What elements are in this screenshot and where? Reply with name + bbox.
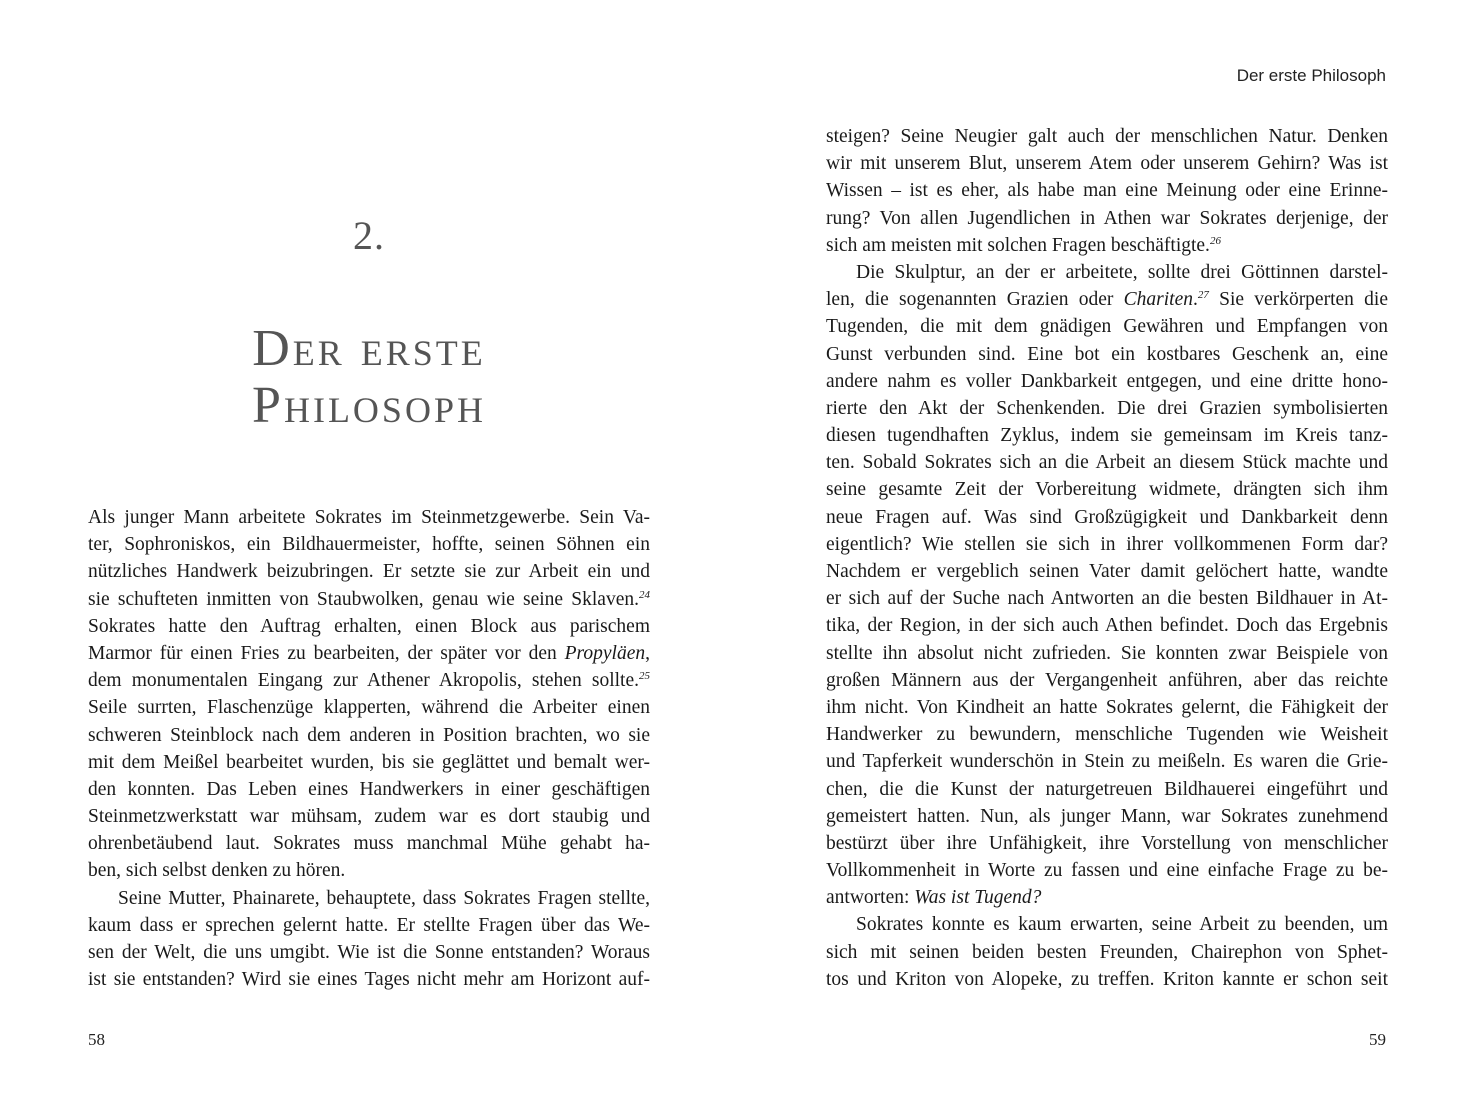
text-line xyxy=(826,748,1388,775)
text-segment: Seine Mutter, Phainarete, behauptete, dass Sokrates Fragen stellte, xyxy=(118,887,650,909)
text-line xyxy=(88,776,650,803)
text-segment: kaum dass er sprechen gelernt hatte. Er stellte Fragen über das We- xyxy=(88,914,650,936)
text-line xyxy=(826,966,1388,993)
text-segment: und Tapferkeit wunderschön in Stein zu meißeln. Es waren die Grie- xyxy=(826,751,1388,773)
text-segment: Tugenden, die mit dem gnädigen Gewähren und Empfangen von xyxy=(826,316,1388,338)
text-line xyxy=(88,531,650,558)
text-segment: Sokrates hatte den Auftrag erhalten, einen Block aus parischem xyxy=(88,615,650,637)
right-page xyxy=(738,0,1476,1104)
text-segment: wir mit unserem Blut, unserem Atem oder unserem Gehirn? Was ist xyxy=(826,153,1388,175)
text-segment: chen, die die Kunst der naturgetreuen Bildhauerei eingeführt und xyxy=(826,778,1388,800)
text-segment: Steinmetzwerkstatt war mühsam, zudem war es dort staubig und xyxy=(88,806,650,828)
chapter-title-line-1: Der erste xyxy=(252,320,486,377)
text-line xyxy=(826,531,1388,558)
text-line xyxy=(826,803,1388,830)
text-line xyxy=(826,721,1388,748)
text-line xyxy=(826,612,1388,639)
text-line xyxy=(88,504,650,531)
text-segment: andere nahm es voller Dankbarkeit entgegen, und eine dritte hono- xyxy=(826,370,1388,392)
text-line xyxy=(88,749,650,776)
text-segment: bestürzt über ihre Unfähigkeit, ihre Vorstellung von menschlicher xyxy=(826,832,1388,854)
text-segment: Die Skulptur, an der er arbeitete, sollte drei Göttinnen darstel- xyxy=(856,261,1388,283)
text-segment: tika, der Region, in der sich auch Athen befindet. Doch das Ergebnis xyxy=(826,615,1388,637)
text-line xyxy=(88,830,650,857)
text-segment: . xyxy=(1192,289,1198,311)
text-segment: seine gesamte Zeit der Vorbereitung widmete, drängten sich ihm xyxy=(826,479,1388,501)
text-line xyxy=(826,884,1388,911)
text-line xyxy=(826,286,1388,313)
text-segment: mit dem Meißel bearbeitet wurden, bis sie geglättet und bemalt wer- xyxy=(88,751,650,773)
text-segment: sen der Welt, die uns umgibt. Wie ist die Sonne entstanden? Woraus xyxy=(88,942,650,963)
text-line xyxy=(826,449,1388,476)
footnote-marker: 25 xyxy=(639,670,650,683)
text-line xyxy=(826,939,1388,966)
text-segment: , xyxy=(645,642,650,664)
text-segment: antworten: xyxy=(826,887,915,909)
text-line xyxy=(826,150,1388,177)
text-line xyxy=(826,504,1388,531)
text-line xyxy=(826,368,1388,395)
text-segment: gemeistert hatten. Nun, als junger Mann, war Sokrates zunehmend xyxy=(826,805,1388,827)
text-segment: ohrenbetäubend laut. Sokrates muss manchmal Mühe gehabt ha- xyxy=(88,833,650,855)
text-segment: Wissen – ist es eher, als habe man eine Meinung oder eine Erinne- xyxy=(826,180,1388,202)
text-segment: sich mit seinen beiden besten Freunden, Chairephon von Sphet- xyxy=(826,941,1388,963)
text-segment: ist sie entstanden? Wird sie eines Tages nicht mehr am Horizont auf- xyxy=(88,969,650,991)
text-line xyxy=(826,259,1388,286)
text-segment: schweren Steinblock nach dem anderen in Position brachten, wo sie xyxy=(88,724,650,746)
text-line xyxy=(88,586,650,613)
text-line xyxy=(826,476,1388,503)
text-segment: großen Männern aus der Vergangenheit anführen, aber das reichte xyxy=(826,669,1388,691)
text-line xyxy=(826,177,1388,204)
text-line xyxy=(826,585,1388,612)
text-line xyxy=(826,205,1388,232)
text-line xyxy=(88,857,650,884)
chapter-number: 2. xyxy=(353,213,385,258)
text-line xyxy=(826,694,1388,721)
text-segment: ten. Sobald Sokrates sich an die Arbeit an diesem Stück machte und xyxy=(826,452,1388,474)
text-line xyxy=(88,694,650,721)
text-line xyxy=(826,558,1388,585)
text-segment: tos und Kriton von Alopeke, zu treffen. Kriton kannte er schon seit xyxy=(826,968,1388,990)
text-segment: Seile surrten, Flaschenzüge klapperten, während die Arbeiter einen xyxy=(88,697,650,719)
text-segment: ihm nicht. Von Kindheit an hatte Sokrates gelernt, die Fähigkeit der xyxy=(826,696,1388,718)
text-segment: sich am meisten mit solchen Fragen beschäftigte. xyxy=(826,234,1210,256)
text-segment: Handwerker zu bewundern, menschliche Tugenden wie Weisheit xyxy=(826,724,1388,746)
text-segment: rierte den Akt der Schenkenden. Die drei Grazien symbolisierten xyxy=(826,397,1388,419)
italic-text: Was ist Tugend? xyxy=(914,887,1042,909)
text-segment: Als junger Mann arbeitete Sokrates im Steinmetzgewerbe. Sein Va- xyxy=(88,507,650,528)
text-line xyxy=(88,558,650,585)
text-line xyxy=(88,667,650,694)
text-segment: sie schufteten inmitten von Staubwolken, genau wie seine Sklaven. xyxy=(88,588,639,610)
text-line xyxy=(826,857,1388,884)
text-line xyxy=(826,123,1388,150)
text-line xyxy=(826,667,1388,694)
text-segment: ben, sich selbst denken zu hören. xyxy=(88,860,346,882)
text-segment: er sich auf der Suche nach Antworten an die besten Bildhauer in At- xyxy=(826,588,1388,610)
text-line xyxy=(88,912,650,939)
chapter-title-line-2: Philosoph xyxy=(252,377,486,434)
body-text xyxy=(88,504,650,993)
text-line xyxy=(88,885,650,912)
body-text xyxy=(826,123,1388,993)
text-line xyxy=(88,722,650,749)
text-line xyxy=(826,911,1388,938)
text-segment: neue Fragen auf. Was sind Großzügigkeit und Dankbarkeit denn xyxy=(826,506,1388,528)
italic-text: Propyläen xyxy=(564,642,646,664)
footnote-marker: 24 xyxy=(639,588,650,601)
text-line xyxy=(88,803,650,830)
text-line xyxy=(826,395,1388,422)
text-segment: diesen tugendhaften Zyklus, indem sie gemeinsam im Kreis tanz- xyxy=(826,425,1388,447)
footnote-marker: 27 xyxy=(1197,289,1209,302)
text-segment: Vollkommenheit in Worte zu fassen und eine einfache Frage zu be- xyxy=(826,860,1388,882)
text-line xyxy=(88,640,650,667)
text-line xyxy=(826,830,1388,857)
text-segment: stellte ihn absolut nicht zufrieden. Sie konnten zwar Beispiele von xyxy=(826,642,1388,664)
text-segment: rung? Von allen Jugendlichen in Athen war Sokrates derjenige, der xyxy=(826,207,1388,229)
chapter-title xyxy=(0,320,738,434)
text-segment: Sie verkörperten die xyxy=(1208,289,1388,311)
text-segment: steigen? Seine Neugier galt auch der menschlichen Natur. Denken xyxy=(826,126,1388,147)
text-segment: nützliches Handwerk beizubringen. Er setzte sie zur Arbeit ein und xyxy=(88,561,650,583)
text-line xyxy=(88,939,650,966)
text-line xyxy=(826,422,1388,449)
text-segment: Gunst verbunden sind. Eine bot ein kostbares Geschenk an, eine xyxy=(826,343,1388,365)
text-segment: den konnten. Das Leben eines Handwerkers in einer geschäftigen xyxy=(88,778,650,800)
text-segment: Sokrates konnte es kaum erwarten, seine Arbeit zu beenden, um xyxy=(856,914,1388,936)
text-line xyxy=(826,232,1388,259)
page-number: 58 xyxy=(88,1030,105,1049)
footnote-marker: 26 xyxy=(1209,234,1221,247)
running-header: Der erste Philosoph xyxy=(1236,66,1386,85)
text-line xyxy=(88,613,650,640)
text-segment: len, die sogenannten Grazien oder xyxy=(826,289,1124,311)
text-line xyxy=(826,341,1388,368)
italic-text: Chariten xyxy=(1123,289,1193,311)
text-line xyxy=(88,966,650,993)
text-line xyxy=(826,640,1388,667)
page-number: 59 xyxy=(1369,1030,1386,1049)
text-segment: ter, Sophroniskos, ein Bildhauermeister, hoffte, seinen Söhnen ein xyxy=(88,534,650,556)
text-line xyxy=(826,776,1388,803)
text-segment: Marmor für einen Fries zu bearbeiten, der später vor den xyxy=(88,642,565,664)
text-line xyxy=(826,313,1388,340)
text-segment: Nachdem er vergeblich seinen Vater damit gelöchert hatte, wandte xyxy=(826,561,1388,582)
text-segment: eigentlich? Wie stellen sie sich in ihrer vollkommenen Form dar? xyxy=(826,533,1388,555)
text-segment: dem monumentalen Eingang zur Athener Akropolis, stehen sollte. xyxy=(88,670,639,692)
